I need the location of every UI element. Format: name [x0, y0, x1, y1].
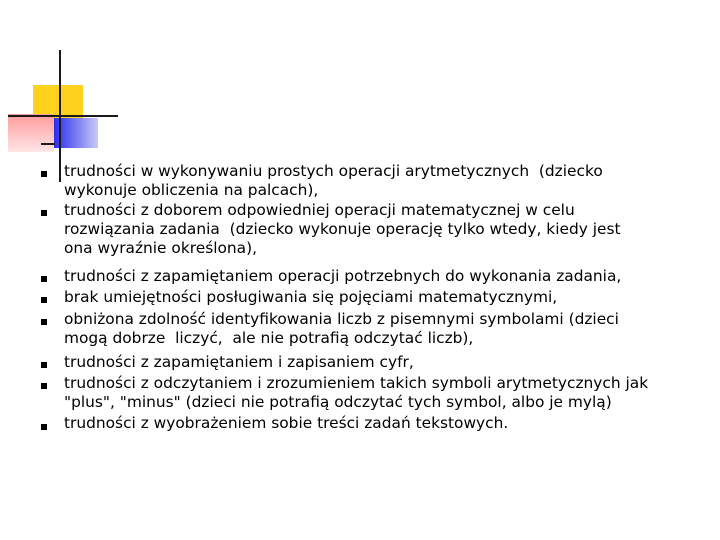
bullet-marker: [41, 383, 47, 389]
bullet-marker: [41, 319, 47, 325]
list-item: [64, 162, 692, 200]
list-item-line: trudności z zapamiętaniem i zapisaniem cyfr,: [64, 353, 414, 371]
list-item-line: trudności z doborem odpowiedniej operacji matematycznej w celu: [64, 201, 575, 219]
list-item-line: "plus", "minus" (dzieci nie potrafią odczytać tych symbol, albo je mylą): [64, 393, 612, 412]
bullet-marker: [41, 276, 47, 282]
bullet-marker: [41, 297, 47, 303]
bullet-marker: [41, 362, 47, 368]
list-item: [64, 267, 692, 286]
list-item-line: trudności z wyobrażeniem sobie treści zadań tekstowych.: [64, 414, 509, 432]
decorative-short-line: [41, 143, 55, 145]
list-item: [64, 374, 692, 412]
list-item: [64, 310, 692, 348]
list-item-line: mogą dobrze liczyć, ale nie potrafią odczytać liczb),: [64, 329, 474, 348]
list-item: [64, 201, 692, 259]
list-item: [64, 414, 692, 433]
decorative-horizontal-line: [8, 115, 118, 117]
decorative-pink-square: [8, 114, 54, 152]
list-item-line: wykonuje obliczenia na palcach),: [64, 181, 319, 200]
list-item-line: brak umiejętności posługiwania się pojęciami matematycznymi,: [64, 288, 558, 306]
list-item-line: trudności w wykonywaniu prostych operacji arytmetycznych (dziecko: [64, 162, 603, 180]
bullet-marker: [41, 210, 47, 216]
list-item-line: trudności z odczytaniem i zrozumieniem takich symboli arytmetycznych jak: [64, 374, 649, 392]
list-item: [64, 288, 692, 307]
list-item-line: trudności z zapamiętaniem operacji potrzebnych do wykonania zadania,: [64, 267, 622, 285]
list-item: [64, 353, 692, 372]
list-item-line: obniżona zdolność identyfikowania liczb z pisemnymi symbolami (dzieci: [64, 310, 619, 328]
list-item-line: rozwiązania zadania (dziecko wykonuje operację tylko wtedy, kiedy jest: [64, 220, 621, 239]
bullet-marker: [41, 424, 47, 430]
bullet-marker: [41, 171, 47, 177]
list-item-line: ona wyraźnie określona),: [64, 239, 257, 258]
